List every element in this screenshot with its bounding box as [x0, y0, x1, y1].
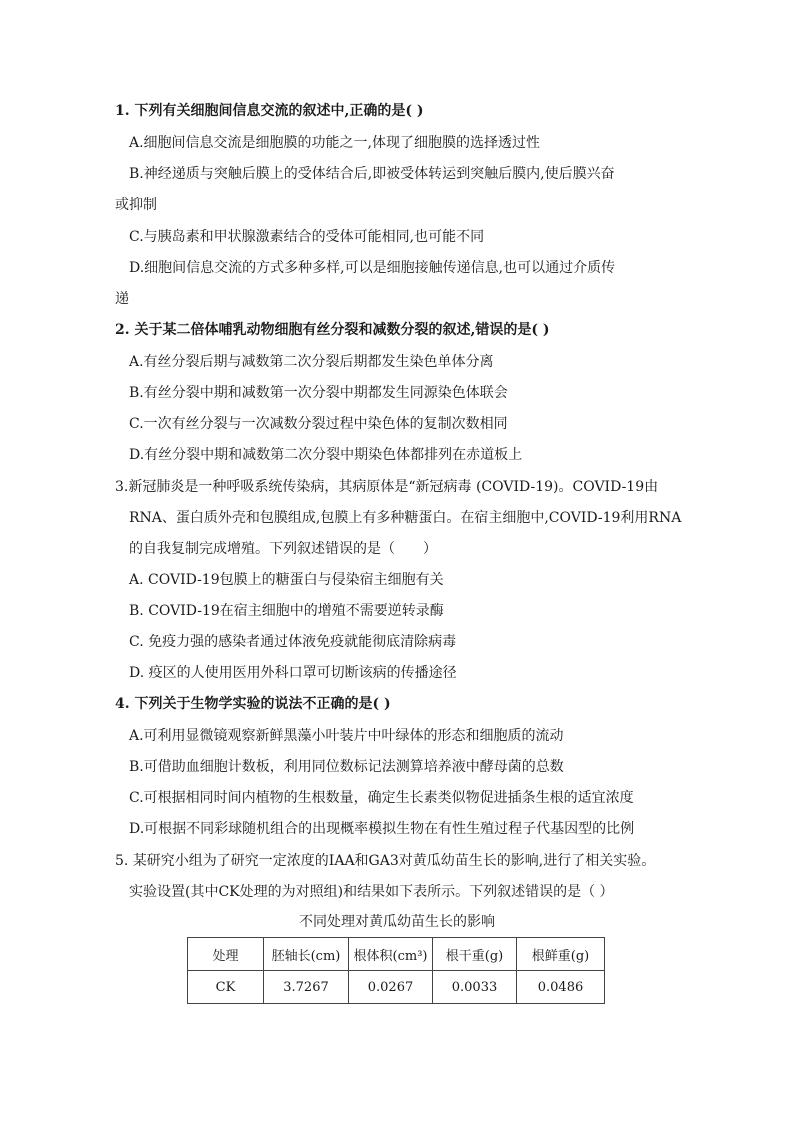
question-1-stem: 1. 下列有关细胞间信息交流的叙述中,正确的是( ): [115, 103, 424, 119]
question-1-option-a: A.细胞间信息交流是细胞膜的功能之一,体现了细胞膜的选择透过性: [129, 135, 541, 151]
question-2-option-b: B.有丝分裂中期和减数第一次分裂中期都发生同源染色体联会: [129, 385, 508, 401]
table-cell: 0.0033: [433, 971, 517, 1004]
question-1-option-d-continued: 递: [115, 291, 129, 307]
question-5-stem-line-2: 实验设置(其中CK处理的为对照组)和结果如下表所示。下列叙述错误的是（ ）: [129, 884, 614, 900]
question-3-stem-line-3: 的自我复制完成增殖。下列叙述错误的是（ ）: [129, 541, 437, 557]
question-1-option-c: C.与胰岛素和甲状腺激素结合的受体可能相同,也可能不同: [129, 229, 485, 245]
question-3-option-b: B. COVID-19在宿主细胞中的增殖不需要逆转录酶: [129, 603, 444, 619]
column-header-hypocotyl-length: 胚轴长(cm): [264, 938, 349, 971]
question-3-option-d: D. 疫区的人使用医用外科口罩可切断该病的传播途径: [129, 665, 457, 681]
question-3-stem-line-1: 3.新冠肺炎是一种呼吸系统传染病，其病原体是“新冠病毒 (COVID-19)。COVID-19由: [115, 479, 659, 495]
table-cell: 0.0267: [349, 971, 433, 1004]
question-4-option-b: B.可借助血细胞计数板，利用同位数标记法测算培养液中酵母菌的总数: [129, 759, 564, 775]
question-3-stem-line-2: RNA、蛋白质外壳和包膜组成,包膜上有多种糖蛋白。在宿主细胞中,COVID-19利用RNA: [129, 510, 682, 526]
question-4-option-c: C.可根据相同时间内植物的生根数量，确定生长素类似物促进插条生根的适宜浓度: [129, 790, 634, 806]
table-cell: 3.7267: [264, 971, 349, 1004]
table-row: [188, 971, 605, 1004]
column-header-treatment: 处理: [188, 938, 264, 971]
question-2-stem: 2. 关于某二倍体哺乳动物细胞有丝分裂和减数分裂的叙述,错误的是( ): [115, 322, 550, 338]
question-5-stem-line-1: 5. 某研究小组为了研究一定浓度的IAA和GA3对黄瓜幼苗生长的影响,进行了相关实验。: [115, 853, 656, 869]
question-4-option-d: D.可根据不同彩球随机组合的出现概率模拟生物在有性生殖过程子代基因型的比例: [129, 821, 635, 837]
question-4-stem: 4. 下列关于生物学实验的说法不正确的是( ): [115, 696, 391, 712]
results-table: [187, 937, 605, 1004]
column-header-root-dry-weight: 根干重(g): [433, 938, 517, 971]
question-1-option-b-continued: 或抑制: [115, 197, 157, 213]
question-1-option-b: B.神经递质与突触后膜上的受体结合后,即被受体转运到突触后膜内,使后膜兴奋: [129, 166, 615, 182]
table-header-row: [188, 938, 605, 971]
question-2-option-d: D.有丝分裂中期和减数第二次分裂中期染色体都排列在赤道板上: [129, 447, 523, 463]
table-cell: CK: [188, 971, 264, 1004]
question-2-option-a: A.有丝分裂后期与减数第二次分裂后期都发生染色单体分离: [129, 354, 494, 370]
column-header-root-fresh-weight: 根鲜重(g): [517, 938, 605, 971]
question-2-option-c: C.一次有丝分裂与一次减数分裂过程中染色体的复制次数相同: [129, 416, 508, 432]
question-4-option-a: A.可利用显微镜观察新鲜黑藻小叶装片中叶绿体的形态和细胞质的流动: [129, 728, 564, 744]
column-header-root-volume: 根体积(cm³): [349, 938, 433, 971]
question-1-option-d: D.细胞间信息交流的方式多种多样,可以是细胞接触传递信息,也可以通过介质传: [129, 260, 616, 276]
question-3-option-a: A. COVID-19包膜上的糖蛋白与侵染宿主细胞有关: [129, 572, 444, 588]
question-3-option-c: C. 免疫力强的感染者通过体液免疫就能彻底清除病毒: [129, 634, 457, 650]
table-cell: 0.0486: [517, 971, 605, 1004]
table-title: 不同处理对黄瓜幼苗生长的影响: [299, 914, 495, 930]
